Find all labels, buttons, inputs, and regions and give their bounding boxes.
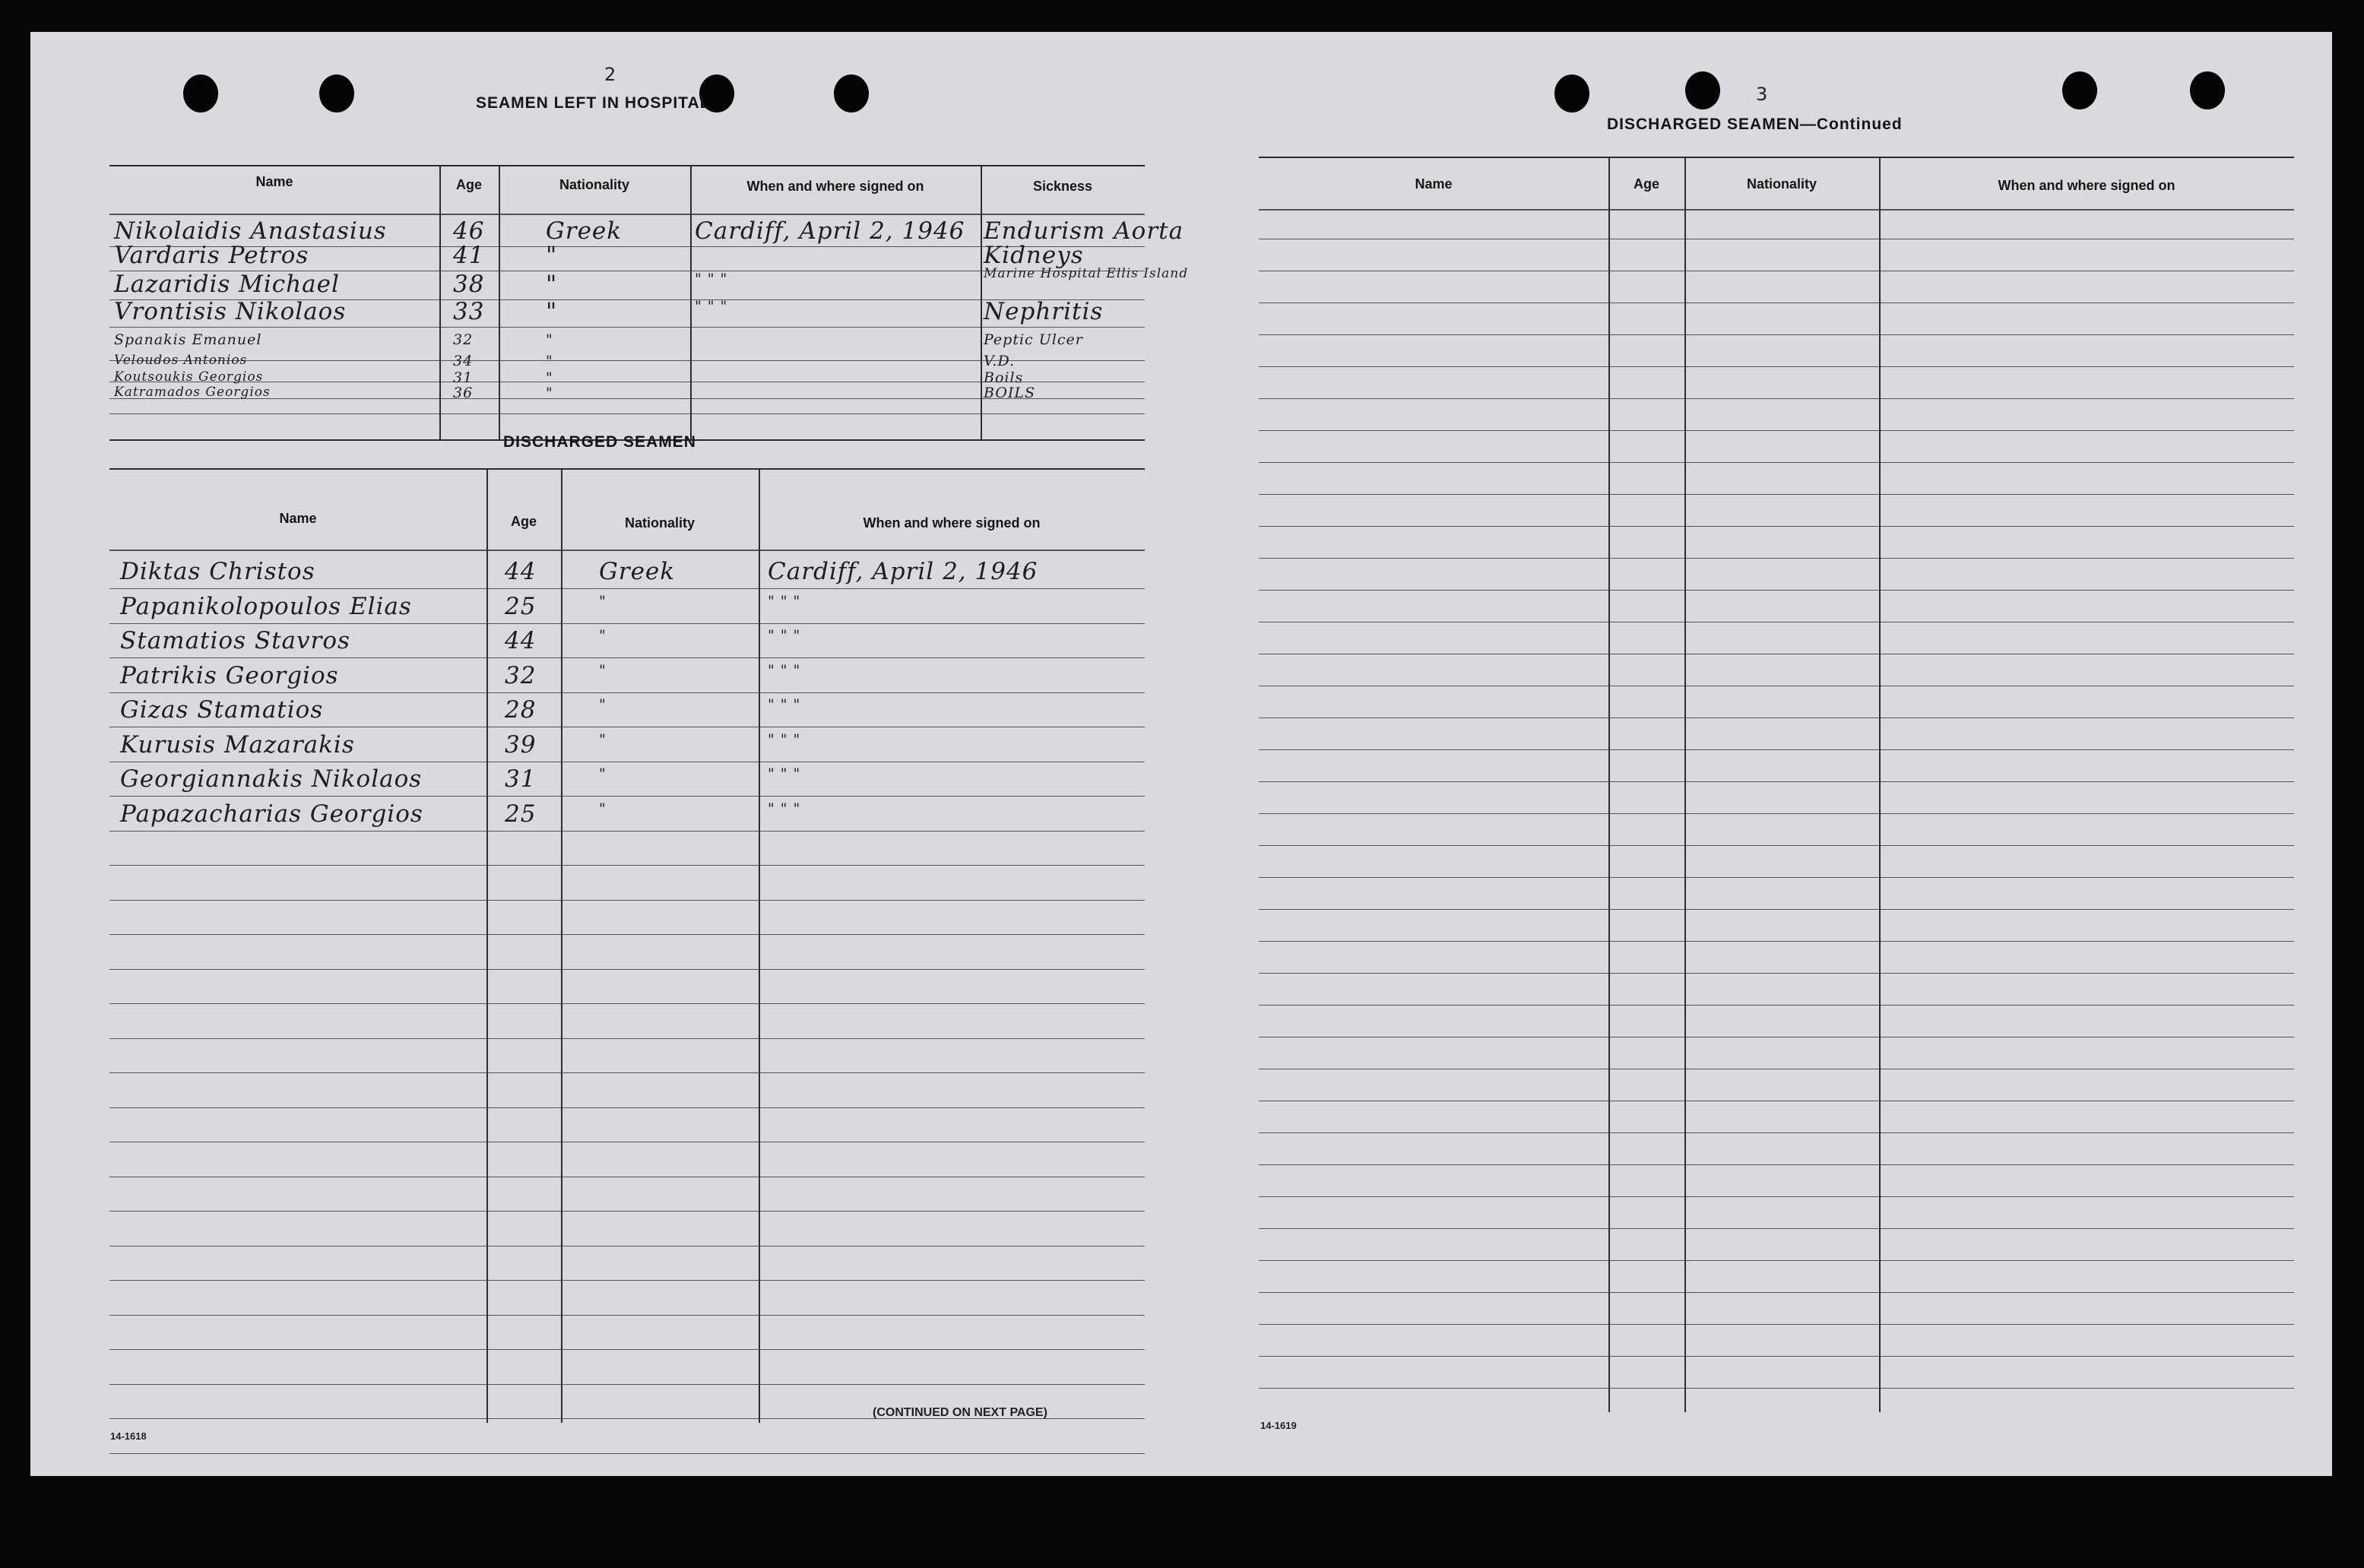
seaman-age: 25 xyxy=(505,593,537,620)
seaman-age: 31 xyxy=(505,765,537,793)
seaman-age: 28 xyxy=(505,696,537,724)
column-divider xyxy=(439,165,441,441)
seaman-nationality: " xyxy=(546,385,553,401)
page-number: 3 xyxy=(1756,84,1768,105)
row-rule xyxy=(1259,813,2294,814)
row-rule xyxy=(1259,909,2294,910)
signed-on: " " " xyxy=(695,271,728,287)
seaman-age: 44 xyxy=(505,627,537,654)
signed-on: " " " xyxy=(768,696,801,713)
sickness: Marine Hospital Ellis Island xyxy=(984,266,1189,281)
signed-on: " " " xyxy=(768,800,801,817)
row-rule xyxy=(109,865,1145,866)
seaman-age: 31 xyxy=(453,369,474,386)
seaman-nationality: " xyxy=(599,593,607,610)
row-rule xyxy=(109,692,1145,693)
seaman-nationality: " xyxy=(546,298,558,325)
sickness: BOILS xyxy=(984,385,1036,401)
seaman-name: Patrikis Georgios xyxy=(120,662,339,689)
punch-hole xyxy=(2062,71,2097,109)
row-rule xyxy=(109,1280,1145,1281)
seaman-name: Koutsoukis Georgios xyxy=(114,369,264,385)
column-header-nationality: Nationality xyxy=(624,515,695,531)
form-number: 14-1619 xyxy=(1260,1420,1297,1431)
row-rule xyxy=(109,1384,1145,1385)
row-rule xyxy=(1259,1356,2294,1357)
seaman-nationality: " xyxy=(546,331,553,348)
seaman-age: 44 xyxy=(505,558,537,585)
column-header-signed-on: When and where signed on xyxy=(863,515,1041,531)
column-divider xyxy=(1879,157,1881,1412)
discharged-continued-table xyxy=(1259,154,2294,1438)
row-rule xyxy=(109,588,1145,589)
row-rule xyxy=(109,413,1145,414)
seaman-name: Papazacharias Georgios xyxy=(120,800,423,828)
seaman-nationality: " xyxy=(599,800,607,817)
row-rule xyxy=(109,969,1145,970)
seaman-name: Papanikolopoulos Elias xyxy=(120,593,412,620)
form-number: 14-1618 xyxy=(110,1430,147,1442)
column-header-nationality: Nationality xyxy=(559,177,629,192)
seaman-nationality: " xyxy=(546,369,553,386)
row-rule xyxy=(1259,1324,2294,1325)
header-underline xyxy=(1259,209,2294,211)
row-rule xyxy=(1259,1228,2294,1229)
seaman-age: 46 xyxy=(453,217,485,245)
row-rule xyxy=(109,327,1145,328)
seaman-nationality: " xyxy=(546,271,558,298)
seaman-nationality: " xyxy=(599,731,607,748)
sickness: V.D. xyxy=(984,353,1016,369)
column-header-sickness: Sickness xyxy=(1032,179,1093,194)
seaman-name: Vrontisis Nikolaos xyxy=(114,298,347,325)
signed-on: " " " xyxy=(768,731,801,748)
row-rule xyxy=(109,1315,1145,1316)
section-title-discharged-continued: DISCHARGED SEAMEN—Continued xyxy=(1607,116,1903,133)
row-rule xyxy=(1259,462,2294,463)
seaman-name: Georgiannakis Nikolaos xyxy=(120,765,423,793)
document-sheet xyxy=(30,32,2332,1476)
sickness: Nephritis xyxy=(984,298,1104,325)
hospital-table xyxy=(109,131,1189,442)
header-underline xyxy=(109,214,1145,215)
seaman-name: Nikolaidis Anastasius xyxy=(114,217,387,245)
seaman-age: 34 xyxy=(453,353,474,369)
header-underline xyxy=(109,550,1145,551)
punch-hole xyxy=(1685,71,1720,109)
row-rule xyxy=(1259,1005,2294,1006)
row-rule xyxy=(1259,366,2294,367)
seaman-nationality: " xyxy=(599,765,607,782)
column-header-age: Age xyxy=(1633,176,1659,192)
seaman-age: 41 xyxy=(453,242,485,269)
signed-on: " " " xyxy=(695,298,728,315)
row-rule xyxy=(1259,1132,2294,1133)
row-rule xyxy=(1259,1260,2294,1261)
column-header-signed-on: When and where signed on xyxy=(746,179,924,194)
column-header-name: Name xyxy=(255,174,293,189)
sickness: Peptic Ulcer xyxy=(984,331,1083,348)
seaman-nationality: " xyxy=(546,353,553,369)
row-rule xyxy=(1259,430,2294,431)
row-rule xyxy=(1259,1196,2294,1197)
row-rule xyxy=(109,1038,1145,1039)
row-rule xyxy=(109,1003,1145,1004)
seaman-age: 25 xyxy=(505,800,537,828)
column-divider xyxy=(981,165,982,441)
column-header-signed-on: When and where signed on xyxy=(1998,178,2175,193)
row-rule xyxy=(1259,717,2294,718)
seaman-name: Diktas Christos xyxy=(120,558,315,585)
row-rule xyxy=(1259,398,2294,399)
seaman-name: Kurusis Mazarakis xyxy=(120,731,355,759)
row-rule xyxy=(1259,845,2294,846)
seaman-nationality: " xyxy=(599,662,607,679)
column-divider xyxy=(690,165,692,441)
row-rule xyxy=(1259,877,2294,878)
row-rule xyxy=(1259,590,2294,591)
sickness: Kidneys xyxy=(984,242,1084,269)
seaman-nationality: " xyxy=(599,696,607,713)
seaman-age: 32 xyxy=(505,662,537,689)
row-rule xyxy=(1259,494,2294,495)
row-rule xyxy=(109,1107,1145,1108)
row-rule xyxy=(1259,1388,2294,1389)
seaman-name: Katramados Georgios xyxy=(114,385,271,400)
seaman-age: 39 xyxy=(505,731,537,759)
seaman-name: Vardaris Petros xyxy=(114,242,309,269)
column-header-name: Name xyxy=(1415,176,1453,192)
row-rule xyxy=(1259,1292,2294,1293)
seaman-age: 36 xyxy=(453,385,474,401)
row-rule xyxy=(1259,973,2294,974)
column-header-nationality: Nationality xyxy=(1746,176,1817,192)
seaman-nationality: " xyxy=(546,242,558,269)
table-top-rule xyxy=(1259,157,2294,158)
seaman-name: Veloudos Antonios xyxy=(114,353,248,368)
signed-on: Cardiff, April 2, 1946 xyxy=(695,217,965,245)
punch-hole xyxy=(319,74,354,112)
column-header-name: Name xyxy=(279,511,317,526)
punch-hole xyxy=(834,74,869,112)
discharged-table xyxy=(109,465,1145,1430)
row-rule xyxy=(109,1453,1145,1454)
column-divider xyxy=(1684,157,1686,1412)
seaman-nationality: Greek xyxy=(546,217,623,245)
punch-hole xyxy=(2190,71,2225,109)
column-divider xyxy=(1608,157,1610,1412)
row-rule xyxy=(1259,558,2294,559)
seaman-nationality: " xyxy=(599,627,607,644)
row-rule xyxy=(109,1072,1145,1073)
seaman-age: 32 xyxy=(453,331,474,348)
seaman-name: Stamatios Stavros xyxy=(120,627,350,654)
seaman-name: Spanakis Emanuel xyxy=(114,331,262,348)
row-rule xyxy=(109,1349,1145,1350)
seaman-age: 33 xyxy=(453,298,485,325)
row-rule xyxy=(109,831,1145,832)
signed-on: " " " xyxy=(768,627,801,644)
table-top-rule xyxy=(109,468,1145,470)
continued-note: (CONTINUED ON NEXT PAGE) xyxy=(873,1406,1047,1419)
row-rule xyxy=(109,796,1145,797)
signed-on: " " " xyxy=(768,662,801,679)
section-title-hospital: SEAMEN LEFT IN HOSPITAL xyxy=(476,94,711,112)
seaman-nationality: Greek xyxy=(599,558,676,585)
row-rule xyxy=(1259,781,2294,782)
row-rule xyxy=(1259,749,2294,750)
sickness: Endurism Aorta xyxy=(984,217,1184,245)
column-header-age: Age xyxy=(455,177,482,192)
row-rule xyxy=(1259,1164,2294,1165)
seaman-name: Gizas Stamatios xyxy=(120,696,324,724)
signed-on: " " " xyxy=(768,593,801,610)
table-top-rule xyxy=(109,165,1145,166)
punch-hole xyxy=(183,74,218,112)
row-rule xyxy=(109,1211,1145,1212)
row-rule xyxy=(109,934,1145,935)
signed-on: " " " xyxy=(768,765,801,782)
row-rule xyxy=(1259,526,2294,527)
column-header-age: Age xyxy=(510,514,537,529)
seaman-age: 38 xyxy=(453,271,485,298)
seaman-name: Lazaridis Michael xyxy=(114,271,340,298)
section-title-discharged: DISCHARGED SEAMEN xyxy=(503,433,696,451)
row-rule xyxy=(1259,334,2294,335)
punch-hole xyxy=(1554,74,1589,112)
page-number: 2 xyxy=(604,64,616,85)
row-rule xyxy=(1259,941,2294,942)
row-rule xyxy=(109,657,1145,658)
sickness: Boils xyxy=(984,369,1024,386)
signed-on: Cardiff, April 2, 1946 xyxy=(768,558,1038,585)
row-rule xyxy=(109,623,1145,624)
row-rule xyxy=(109,900,1145,901)
column-divider xyxy=(499,165,500,441)
